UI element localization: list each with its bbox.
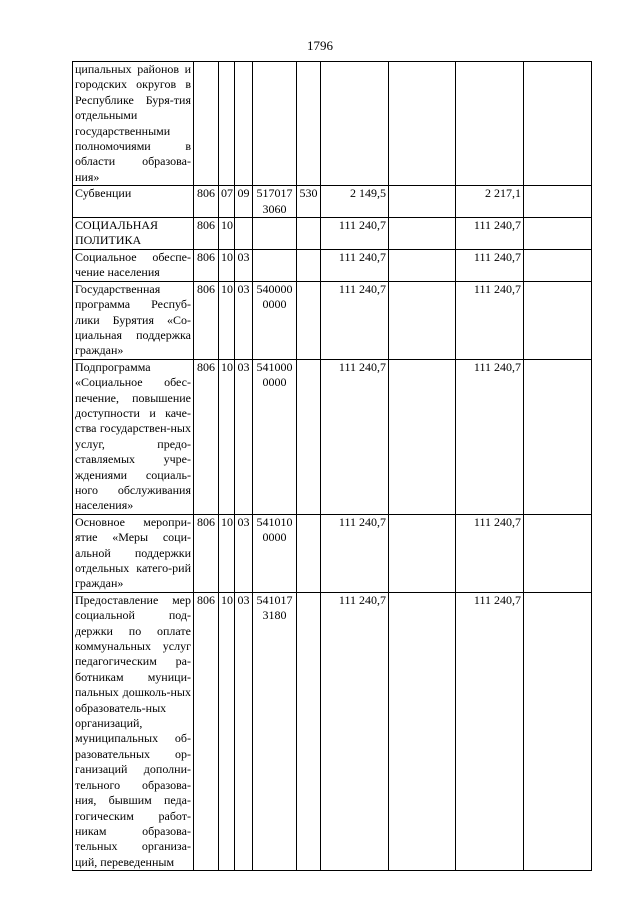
amount-year-3 (524, 592, 592, 870)
target-article-code: 5400000000 (253, 281, 297, 359)
target-article-code: 5410100000 (253, 514, 297, 592)
subsection-code (235, 62, 253, 186)
expense-type-code (297, 592, 321, 870)
amount-year-2: 111 240,7 (456, 514, 524, 592)
empty-cell (389, 249, 456, 281)
amount-year-1: 111 240,7 (321, 281, 389, 359)
amount-year-2 (456, 62, 524, 186)
amount-year-2: 111 240,7 (456, 218, 524, 250)
amount-year-2: 111 240,7 (456, 592, 524, 870)
table-row (73, 62, 592, 186)
section-code: 10 (219, 359, 235, 514)
expense-type-code: 530 (297, 186, 321, 218)
section-code: 10 (219, 218, 235, 250)
amount-year-3 (524, 186, 592, 218)
grbs-code: 806 (194, 281, 219, 359)
empty-cell (389, 592, 456, 870)
row-name: ципальных районов и городских округов в Республике Буря-тия отдельными государственными полномочиями в области образова-ния» (73, 62, 194, 186)
amount-year-3 (524, 281, 592, 359)
empty-cell (389, 62, 456, 186)
row-name: Подпрограмма «Социальное обес-печение, повышение доступности и каче-ства государствен-ных услуг, предо-ставляемых учре-ждениями социаль-ного обслуживания населения» (73, 359, 194, 514)
empty-cell (389, 514, 456, 592)
expense-type-code (297, 281, 321, 359)
target-article-code (253, 218, 297, 250)
section-code: 10 (219, 514, 235, 592)
row-name: Субвенции (73, 186, 194, 218)
subsection-code: 03 (235, 514, 253, 592)
subsection-code (235, 218, 253, 250)
grbs-code: 806 (194, 514, 219, 592)
amount-year-3 (524, 249, 592, 281)
table-row (73, 218, 592, 250)
amount-year-1: 111 240,7 (321, 514, 389, 592)
page-number: 1796 (307, 38, 333, 53)
empty-cell (389, 186, 456, 218)
grbs-code: 806 (194, 186, 219, 218)
empty-cell (389, 218, 456, 250)
target-article-code: 5410000000 (253, 359, 297, 514)
amount-year-3 (524, 62, 592, 186)
grbs-code: 806 (194, 359, 219, 514)
row-name: Предоставление мер социальной под-держки по оплате коммунальных услуг педагогическим ра-ботникам муници-пальных дошколь-ных образователь-ных организаций, муниципальных об-разовательных ор-ганизаций дополни-тельного образова-ния, бывшим педа-гогическим работ-никам образова-тельных организа-ций, переведенным (73, 592, 194, 870)
section-code: 10 (219, 592, 235, 870)
expense-type-code (297, 249, 321, 281)
grbs-code: 806 (194, 592, 219, 870)
section-code: 10 (219, 249, 235, 281)
section-code: 10 (219, 281, 235, 359)
target-article-code (253, 249, 297, 281)
section-code: 07 (219, 186, 235, 218)
table-row (73, 249, 592, 281)
row-name: СОЦИАЛЬНАЯ ПОЛИТИКА (73, 218, 194, 250)
amount-year-2: 111 240,7 (456, 249, 524, 281)
table-row (73, 281, 592, 359)
amount-year-2: 111 240,7 (456, 281, 524, 359)
expense-type-code (297, 359, 321, 514)
subsection-code: 03 (235, 249, 253, 281)
amount-year-1: 111 240,7 (321, 218, 389, 250)
row-name: Основное меропри-ятие «Меры соци-альной поддержки отдельных катего-рий граждан» (73, 514, 194, 592)
table-row (73, 186, 592, 218)
amount-year-1: 111 240,7 (321, 249, 389, 281)
amount-year-2: 2 217,1 (456, 186, 524, 218)
expense-type-code (297, 514, 321, 592)
subsection-code: 09 (235, 186, 253, 218)
expense-type-code (297, 62, 321, 186)
grbs-code: 806 (194, 249, 219, 281)
target-article-code (253, 62, 297, 186)
grbs-code (194, 62, 219, 186)
row-name: Государственная программа Респуб-лики Бурятия «Со-циальная поддержка граждан» (73, 281, 194, 359)
amount-year-1: 111 240,7 (321, 359, 389, 514)
amount-year-3 (524, 218, 592, 250)
amount-year-3 (524, 514, 592, 592)
empty-cell (389, 359, 456, 514)
amount-year-1: 2 149,5 (321, 186, 389, 218)
amount-year-1: 111 240,7 (321, 592, 389, 870)
empty-cell (389, 281, 456, 359)
target-article-code: 5410173180 (253, 592, 297, 870)
amount-year-3 (524, 359, 592, 514)
subsection-code: 03 (235, 592, 253, 870)
amount-year-2: 111 240,7 (456, 359, 524, 514)
amount-year-1 (321, 62, 389, 186)
table-row (73, 592, 592, 870)
subsection-code: 03 (235, 359, 253, 514)
subsection-code: 03 (235, 281, 253, 359)
row-name: Социальное обеспе-чение населения (73, 249, 194, 281)
section-code (219, 62, 235, 186)
grbs-code: 806 (194, 218, 219, 250)
target-article-code: 5170173060 (253, 186, 297, 218)
table-row (73, 514, 592, 592)
budget-table (72, 61, 592, 871)
expense-type-code (297, 218, 321, 250)
table-row (73, 359, 592, 514)
